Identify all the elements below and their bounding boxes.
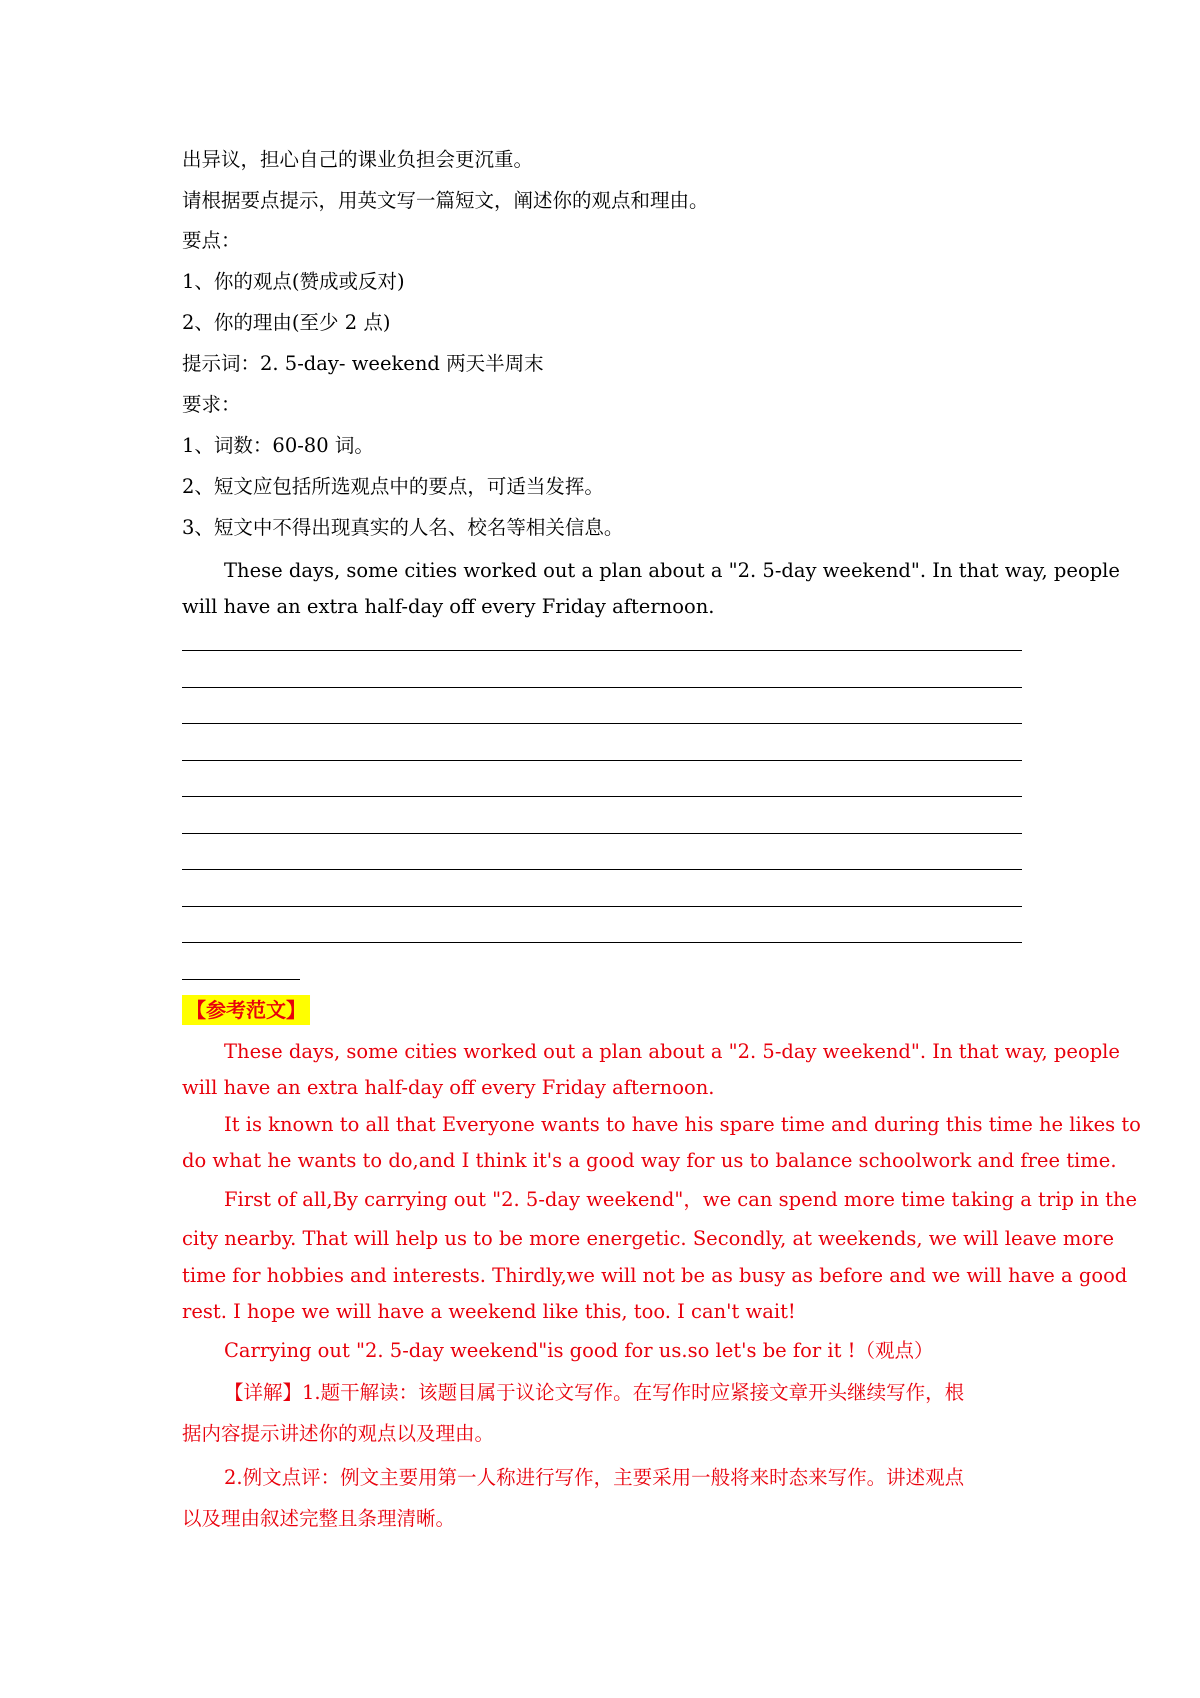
writing-line (182, 796, 1022, 797)
analysis-line: 2.例文点评：例文主要用第一人称进行写作，主要采用一般将来时态来写作。讲述观点 (224, 1466, 965, 1489)
prompt-line: 出异议，担心自己的课业负担会更沉重。 (182, 148, 534, 171)
requirement-item-1: 1、词数：60-80 词。 (182, 434, 374, 457)
point-item-1: 1、你的观点(赞成或反对) (182, 270, 405, 293)
essay-line: It is known to all that Everyone wants to have his spare time and during this time he likes to (224, 1113, 1141, 1136)
point-item-2: 2、你的理由(至少 2 点) (182, 311, 391, 334)
essay-conclusion: Carrying out "2. 5-day weekend"is good for us.so let's be for it !（观点） (224, 1339, 934, 1362)
essay-line: These days, some cities worked out a plan about a "2. 5-day weekend". In that way, people (224, 1040, 1120, 1063)
requirements-label: 要求： (182, 393, 241, 416)
points-label: 要点： (182, 229, 241, 252)
analysis-line: 以及理由叙述完整且条理清晰。 (182, 1507, 456, 1530)
essay-line: rest. I hope we will have a weekend like this, too. I can't wait! (182, 1300, 796, 1323)
writing-line (182, 833, 1022, 834)
writing-line (182, 906, 1022, 907)
essay-line: do what he wants to do,and I think it's a good way for us to balance schoolwork and free time. (182, 1149, 1117, 1172)
writing-line-end (182, 979, 300, 980)
writing-line (182, 723, 1022, 724)
opening-line-1: These days, some cities worked out a plan about a "2. 5-day weekend". In that way, people (224, 559, 1120, 582)
analysis-line: 【详解】1.题干解读：该题目属于议论文写作。在写作时应紧接文章开头继续写作，根 (224, 1381, 965, 1404)
hint-words: 提示词：2. 5-day- weekend 两天半周末 (182, 352, 544, 375)
prompt-instruction: 请根据要点提示，用英文写一篇短文，阐述你的观点和理由。 (182, 189, 709, 212)
writing-line (182, 687, 1022, 688)
writing-line (182, 650, 1022, 651)
writing-line (182, 869, 1022, 870)
model-essay-heading: 【参考范文】 (182, 995, 310, 1025)
essay-line: time for hobbies and interests. Thirdly,we will not be as busy as before and we will have a good (182, 1264, 1128, 1287)
requirement-item-3: 3、短文中不得出现真实的人名、校名等相关信息。 (182, 516, 624, 539)
writing-line (182, 760, 1022, 761)
requirement-item-2: 2、短文应包括所选观点中的要点，可适当发挥。 (182, 475, 604, 498)
writing-line (182, 942, 1022, 943)
essay-line: will have an extra half-day off every Friday afternoon. (182, 1076, 715, 1099)
essay-line: city nearby. That will help us to be more energetic. Secondly, at weekends, we will leave more (182, 1227, 1115, 1250)
essay-line: First of all,By carrying out "2. 5-day weekend"，we can spend more time taking a trip in the (224, 1188, 1138, 1211)
opening-line-2: will have an extra half-day off every Friday afternoon. (182, 595, 715, 618)
analysis-line: 据内容提示讲述你的观点以及理由。 (182, 1422, 495, 1445)
